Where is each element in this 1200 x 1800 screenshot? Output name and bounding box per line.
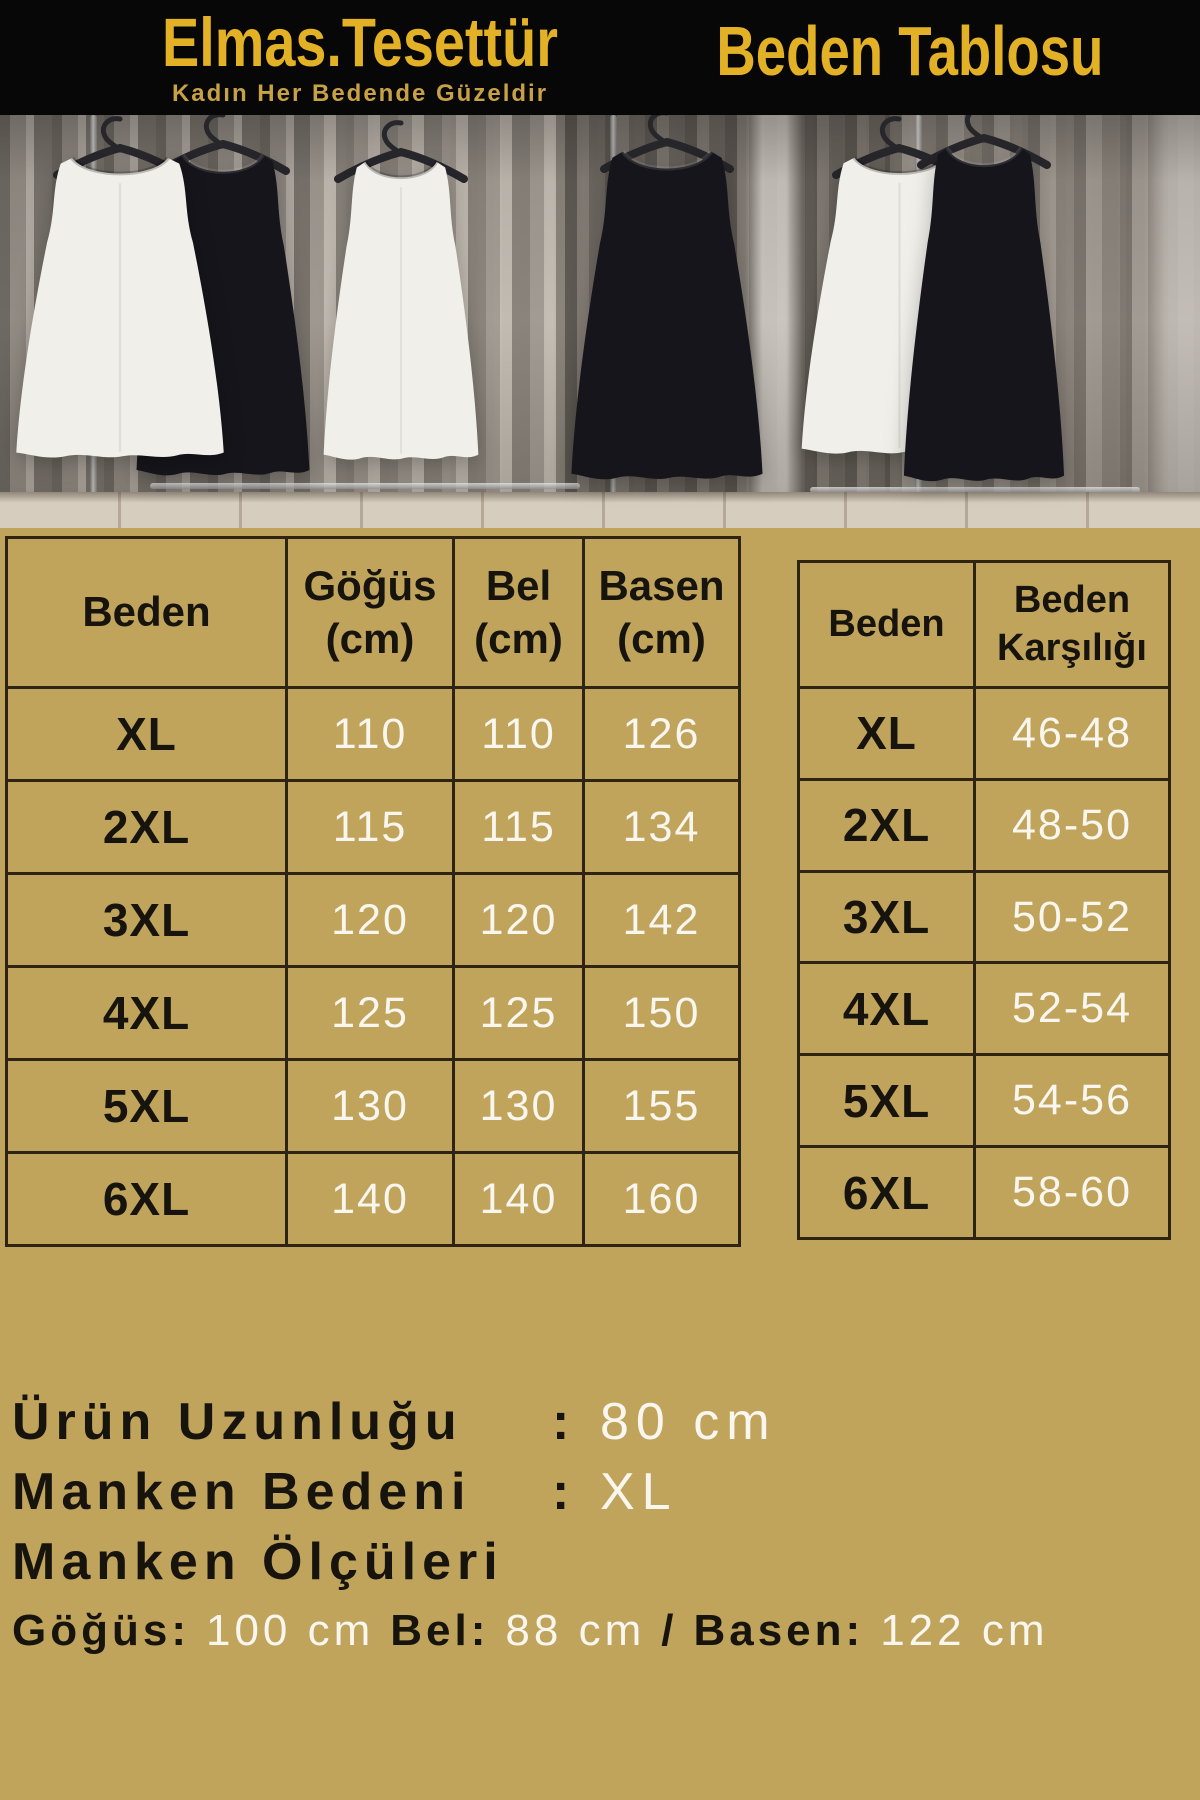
dress-white-left [6,141,234,461]
size-label-cell: XL [799,688,975,780]
value-cell: 160 [584,1153,740,1246]
size-label-cell: 3XL [7,874,287,967]
model-measurements-line [12,1606,1192,1656]
table-row [799,871,1170,963]
rack-bar [150,483,580,489]
dress-black-center [562,133,772,483]
size-label-cell: 4XL [7,967,287,1060]
value-cell: 150 [584,967,740,1060]
value-cell: 52-54 [975,963,1170,1055]
column-header: Beden [799,562,975,688]
model-size-value: XL [600,1463,678,1521]
measurement-segment: / [661,1606,678,1655]
table-row [799,688,1170,780]
value-cell: 120 [287,874,454,967]
value-cell: 134 [584,781,740,874]
measurement-segment: Bel: [390,1606,490,1655]
table-row [799,779,1170,871]
table-row [7,1060,740,1153]
size-label-cell: 6XL [7,1153,287,1246]
model-measurements-heading [12,1532,1192,1592]
table-row [7,688,740,781]
value-cell: 142 [584,874,740,967]
value-cell: 126 [584,688,740,781]
wood-floor [0,492,1200,528]
brand-title: Elmas.Tesettür [162,5,558,82]
value-cell: 58-60 [975,1147,1170,1239]
value-cell: 110 [454,688,584,781]
colon-separator: : [552,1463,576,1521]
brand-tagline: Kadın Her Bedende Güzeldir [171,80,549,107]
value-cell: 115 [287,781,454,874]
size-label-cell: 5XL [799,1055,975,1147]
model-size-line [12,1462,1192,1522]
measurement-segment: Basen: [693,1606,865,1655]
size-label-cell: 2XL [7,781,287,874]
table-row [799,1055,1170,1147]
value-cell: 130 [287,1060,454,1153]
size-measurement-table [5,536,738,1247]
measurement-segment: Göğüs: [12,1606,190,1655]
product-length-label: Ürün Uzunluğu [12,1393,463,1451]
page-title [690,13,1110,91]
size-label-cell: XL [7,688,287,781]
dress-black-right [896,129,1072,485]
value-cell: 54-56 [975,1055,1170,1147]
product-length-line [12,1392,1192,1452]
header-bar [0,0,1200,115]
brand-block [140,5,580,108]
size-label-cell: 6XL [799,1147,975,1239]
value-cell: 110 [287,688,454,781]
size-label-cell: 5XL [7,1060,287,1153]
table-row [799,1147,1170,1239]
colon-separator: : [552,1393,576,1451]
column-header: Göğüs (cm) [287,538,454,688]
size-label-cell: 4XL [799,963,975,1055]
table-row [7,781,740,874]
column-header: Bel (cm) [454,538,584,688]
table-header-row [799,562,1170,688]
column-header: Beden Karşılığı [975,562,1170,688]
value-cell: 50-52 [975,871,1170,963]
value-cell: 125 [287,967,454,1060]
value-cell: 120 [454,874,584,967]
value-cell: 140 [454,1153,584,1246]
model-size-label: Manken Bedeni [12,1463,472,1521]
value-cell: 130 [454,1060,584,1153]
dress-white-center [316,145,486,463]
table-row [7,874,740,967]
measurement-segment: 100 cm [205,1606,375,1655]
value-cell: 125 [454,967,584,1060]
size-equivalence-table [797,560,1168,1240]
value-cell: 155 [584,1060,740,1153]
table-row [7,1153,740,1246]
page-title-text: Beden Tablosu [716,13,1104,91]
size-label-cell: 3XL [799,871,975,963]
column-header: Beden [7,538,287,688]
measurement-segment: 122 cm [880,1606,1049,1655]
value-cell: 115 [454,781,584,874]
table-row [799,963,1170,1055]
model-measurements-label: Manken Ölçüleri [12,1533,504,1591]
product-photo [0,115,1200,528]
value-cell: 46-48 [975,688,1170,780]
measurement-segment: 88 cm [505,1606,646,1655]
table-header-row [7,538,740,688]
value-cell: 140 [287,1153,454,1246]
table-row [7,967,740,1060]
size-label-cell: 2XL [799,779,975,871]
column-header: Basen (cm) [584,538,740,688]
product-length-value: 80 cm [600,1393,777,1451]
value-cell: 48-50 [975,779,1170,871]
